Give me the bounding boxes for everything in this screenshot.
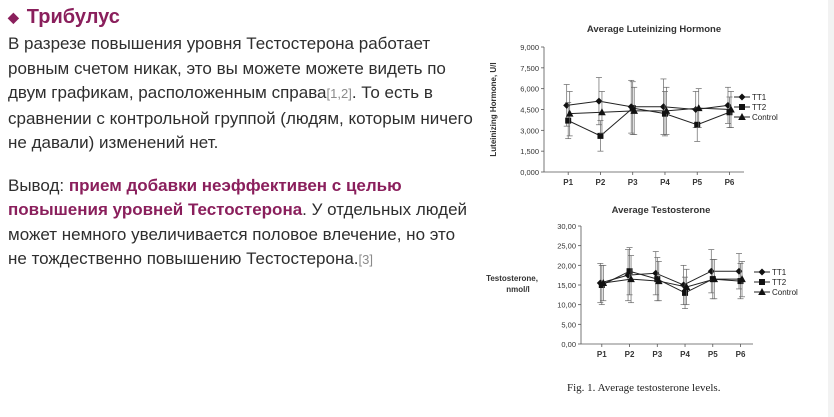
testosterone-y-label-unit: nmol/l (506, 285, 530, 294)
section-title (8, 6, 478, 29)
lh-series-line-control (570, 108, 731, 114)
lh-x-tick-label: P2 (595, 178, 606, 187)
testosterone-y-tick-label: 0,00 (561, 340, 576, 349)
testosterone-x-tick-label: P4 (680, 350, 690, 359)
conclusion-lead: Вывод: (8, 175, 69, 195)
paragraph-2 (8, 174, 478, 273)
paragraph-1-text-cont: . То есть в сравнении с контрольной группой (людям, которым ничего не давали) изменений нет. (8, 83, 473, 152)
lh-chart (486, 16, 776, 196)
lh-legend-marker (739, 104, 745, 110)
lh-title: Average Luteinizing Hormone (586, 24, 722, 35)
lh-point-tt2 (694, 122, 700, 128)
conclusion-highlight: прием добавки неэффективен с целью повышения уровней Тестостерона (8, 175, 402, 219)
testosterone-y-tick-label: 30,00 (557, 222, 576, 231)
lh-y-label: Luteinizing Hormone, U/l (489, 62, 498, 157)
lh-legend-label: TT2 (752, 103, 767, 112)
lh-x-tick-label: P1 (563, 178, 574, 187)
lh-point-tt1 (595, 98, 602, 105)
testosterone-y-tick-label: 20,00 (557, 261, 576, 271)
testosterone-point-tt2 (627, 268, 633, 274)
paragraph-1 (8, 32, 478, 156)
paragraph-1-text: В разрезе повышения уровня Тестостерона работает ровным счетом никак, это вы можете можете видеть по двум графикам, расположенным справа (8, 34, 446, 102)
reference-link-1-2[interactable]: [1,2] (326, 86, 352, 101)
testosterone-chart-svg (476, 200, 798, 372)
lh-x-tick-label: P3 (627, 178, 638, 187)
testosterone-point-tt2 (682, 290, 688, 296)
lh-y-tick-label: 6,000 (520, 84, 539, 94)
testosterone-legend-marker (759, 279, 765, 285)
lh-y-tick-label: 0,000 (520, 168, 539, 177)
diamond-bullet-icon: ◆ (8, 9, 19, 25)
lh-point-tt2 (597, 133, 603, 139)
testosterone-x-tick-label: P3 (652, 350, 663, 359)
testosterone-series-line-tt2 (602, 271, 741, 293)
testosterone-legend-label: Control (772, 288, 798, 297)
lh-y-tick-label: 4,500 (520, 105, 539, 115)
testosterone-y-tick-label: 10,00 (557, 300, 576, 310)
testosterone-point-tt1 (708, 268, 715, 275)
lh-x-tick-label: P4 (660, 178, 670, 187)
testosterone-chart (476, 200, 798, 372)
reference-link-3[interactable]: [3] (358, 252, 373, 267)
figure-caption: Fig. 1. Average testosterone levels. (567, 382, 721, 394)
lh-y-tick-label: 3,000 (520, 126, 539, 136)
lh-x-tick-label: P5 (692, 178, 703, 187)
testosterone-legend-label: TT2 (772, 278, 787, 287)
testosterone-y-tick-label: 25,00 (557, 241, 576, 251)
testosterone-x-tick-label: P2 (624, 350, 635, 359)
testosterone-legend-marker (759, 269, 766, 276)
lh-y-tick-label: 1,500 (520, 147, 539, 157)
testosterone-x-tick-label: P5 (707, 350, 718, 359)
lh-chart-svg (486, 16, 776, 196)
lh-legend-label: TT1 (752, 93, 767, 102)
testosterone-y-tick-label: 5,00 (561, 320, 576, 330)
testosterone-title: Average Testosterone (611, 205, 711, 216)
lh-y-tick-label: 9,000 (520, 43, 539, 52)
testosterone-x-tick-label: P6 (735, 350, 746, 359)
spacer (8, 156, 478, 174)
section-title-text: Трибулус (26, 6, 120, 28)
text-column (8, 6, 478, 273)
page-edge (828, 0, 834, 417)
testosterone-x-tick-label: P1 (596, 350, 607, 359)
testosterone-point-tt1 (736, 268, 743, 275)
testosterone-y-tick-label: 15,00 (557, 281, 576, 290)
lh-y-tick-label: 7,500 (520, 63, 539, 73)
lh-legend-marker (739, 94, 746, 101)
conclusion-rest: . У отдельных людей может немного увеличивается половое влечение, но это не тождественно повышению Тестостерона. (8, 200, 468, 268)
lh-x-tick-label: P6 (724, 178, 735, 187)
testosterone-legend-label: TT1 (772, 268, 787, 277)
lh-legend-label: Control (752, 113, 778, 122)
testosterone-y-label: Testosterone, (486, 274, 538, 283)
testosterone-point-tt1 (652, 270, 659, 277)
lh-point-tt2 (565, 118, 571, 124)
